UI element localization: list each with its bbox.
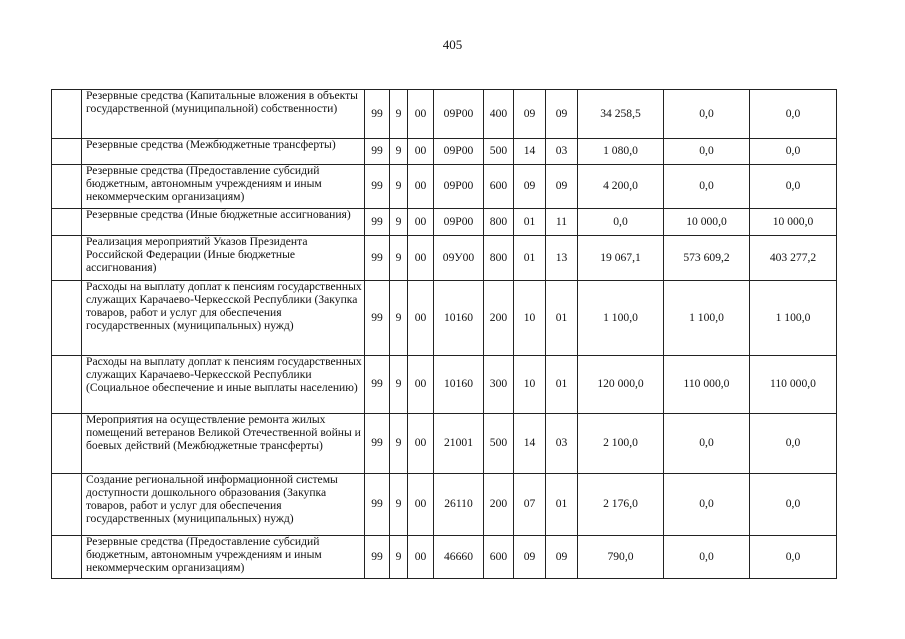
amount-year-3: 403 277,2 bbox=[750, 236, 837, 281]
amount-year-3: 0,0 bbox=[750, 90, 837, 139]
program-code: 99 bbox=[365, 536, 390, 579]
row-number-cell bbox=[52, 165, 82, 209]
row-description: Мероприятия на осуществление ремонта жилых помещений ветеранов Великой Отечественной войны и боевых действий (Межбюджетные трансферты) bbox=[82, 414, 365, 474]
row-description: Создание региональной информационной системы доступности дошкольного образования (Закупка товаров, работ и услуг для обеспечения государственных (муниципальных) нужд) bbox=[82, 474, 365, 536]
program-code: 99 bbox=[365, 356, 390, 414]
row-number-cell bbox=[52, 474, 82, 536]
program-code: 99 bbox=[365, 474, 390, 536]
expense-type-code: 400 bbox=[484, 90, 514, 139]
expense-direction-code: 21001 bbox=[434, 414, 484, 474]
table-row bbox=[52, 356, 837, 414]
subprogram-code: 9 bbox=[390, 236, 408, 281]
table-row bbox=[52, 90, 837, 139]
table-row bbox=[52, 414, 837, 474]
subprogram-code: 9 bbox=[390, 90, 408, 139]
section-code: 01 bbox=[514, 209, 546, 236]
program-code: 99 bbox=[365, 236, 390, 281]
row-number-cell bbox=[52, 236, 82, 281]
amount-year-1: 19 067,1 bbox=[578, 236, 664, 281]
subprogram-code: 9 bbox=[390, 165, 408, 209]
row-description: Реализация мероприятий Указов Президента Российской Федерации (Иные бюджетные ассигнования) bbox=[82, 236, 365, 281]
page-number: 405 bbox=[442, 37, 463, 52]
amount-year-1: 34 258,5 bbox=[578, 90, 664, 139]
expense-direction-code: 09Р00 bbox=[434, 165, 484, 209]
amount-year-2: 0,0 bbox=[664, 536, 750, 579]
row-number-cell bbox=[52, 356, 82, 414]
subsection-code: 13 bbox=[546, 236, 578, 281]
subprogram-code: 9 bbox=[390, 414, 408, 474]
table-row bbox=[52, 536, 837, 579]
subprogram-code: 9 bbox=[390, 139, 408, 165]
subsection-code: 03 bbox=[546, 414, 578, 474]
activity-code: 00 bbox=[408, 139, 434, 165]
amount-year-3: 0,0 bbox=[750, 414, 837, 474]
row-description: Резервные средства (Капитальные вложения в объекты государственной (муниципальной) собственности) bbox=[82, 90, 365, 139]
table-body bbox=[52, 90, 837, 579]
program-code: 99 bbox=[365, 139, 390, 165]
amount-year-1: 4 200,0 bbox=[578, 165, 664, 209]
row-description: Резервные средства (Межбюджетные трансферты) bbox=[82, 139, 365, 165]
amount-year-1: 2 100,0 bbox=[578, 414, 664, 474]
section-code: 09 bbox=[514, 536, 546, 579]
table-row bbox=[52, 281, 837, 356]
subprogram-code: 9 bbox=[390, 209, 408, 236]
expense-type-code: 200 bbox=[484, 474, 514, 536]
row-number-cell bbox=[52, 536, 82, 579]
expense-direction-code: 09Р00 bbox=[434, 90, 484, 139]
row-description: Резервные средства (Предоставление субсидий бюджетным, автономным учреждениям и иным некоммерческим организациям) bbox=[82, 536, 365, 579]
amount-year-2: 0,0 bbox=[664, 139, 750, 165]
activity-code: 00 bbox=[408, 281, 434, 356]
expense-direction-code: 10160 bbox=[434, 281, 484, 356]
amount-year-3: 10 000,0 bbox=[750, 209, 837, 236]
section-code: 09 bbox=[514, 165, 546, 209]
amount-year-2: 573 609,2 bbox=[664, 236, 750, 281]
amount-year-2: 0,0 bbox=[664, 165, 750, 209]
budget-table bbox=[51, 89, 837, 579]
activity-code: 00 bbox=[408, 536, 434, 579]
expense-type-code: 500 bbox=[484, 414, 514, 474]
expense-type-code: 600 bbox=[484, 165, 514, 209]
amount-year-3: 0,0 bbox=[750, 536, 837, 579]
activity-code: 00 bbox=[408, 165, 434, 209]
subsection-code: 09 bbox=[546, 90, 578, 139]
row-number-cell bbox=[52, 414, 82, 474]
amount-year-2: 110 000,0 bbox=[664, 356, 750, 414]
table-row bbox=[52, 236, 837, 281]
section-code: 10 bbox=[514, 281, 546, 356]
section-code: 10 bbox=[514, 356, 546, 414]
expense-direction-code: 09Р00 bbox=[434, 209, 484, 236]
amount-year-2: 0,0 bbox=[664, 474, 750, 536]
amount-year-1: 120 000,0 bbox=[578, 356, 664, 414]
row-description: Расходы на выплату доплат к пенсиям государственных служащих Карачаево-Черкесской Республики (Социальное обеспечение и иные выплаты населению) bbox=[82, 356, 365, 414]
subsection-code: 09 bbox=[546, 165, 578, 209]
activity-code: 00 bbox=[408, 236, 434, 281]
amount-year-2: 1 100,0 bbox=[664, 281, 750, 356]
amount-year-1: 1 100,0 bbox=[578, 281, 664, 356]
amount-year-2: 0,0 bbox=[664, 414, 750, 474]
expense-direction-code: 09Р00 bbox=[434, 139, 484, 165]
expense-type-code: 800 bbox=[484, 236, 514, 281]
section-code: 07 bbox=[514, 474, 546, 536]
amount-year-1: 790,0 bbox=[578, 536, 664, 579]
subprogram-code: 9 bbox=[390, 536, 408, 579]
amount-year-2: 0,0 bbox=[664, 90, 750, 139]
amount-year-1: 1 080,0 bbox=[578, 139, 664, 165]
amount-year-3: 0,0 bbox=[750, 165, 837, 209]
activity-code: 00 bbox=[408, 209, 434, 236]
expense-direction-code: 26110 bbox=[434, 474, 484, 536]
table-row bbox=[52, 165, 837, 209]
amount-year-3: 1 100,0 bbox=[750, 281, 837, 356]
expense-type-code: 600 bbox=[484, 536, 514, 579]
subsection-code: 09 bbox=[546, 536, 578, 579]
table-row bbox=[52, 209, 837, 236]
expense-type-code: 800 bbox=[484, 209, 514, 236]
section-code: 14 bbox=[514, 414, 546, 474]
activity-code: 00 bbox=[408, 474, 434, 536]
amount-year-2: 10 000,0 bbox=[664, 209, 750, 236]
amount-year-1: 0,0 bbox=[578, 209, 664, 236]
expense-direction-code: 10160 bbox=[434, 356, 484, 414]
section-code: 01 bbox=[514, 236, 546, 281]
expense-direction-code: 46660 bbox=[434, 536, 484, 579]
expense-direction-code: 09У00 bbox=[434, 236, 484, 281]
row-description: Резервные средства (Предоставление субсидий бюджетным, автономным учреждениям и иным некоммерческим организациям) bbox=[82, 165, 365, 209]
subprogram-code: 9 bbox=[390, 474, 408, 536]
section-code: 09 bbox=[514, 90, 546, 139]
activity-code: 00 bbox=[408, 356, 434, 414]
row-number-cell bbox=[52, 90, 82, 139]
amount-year-3: 110 000,0 bbox=[750, 356, 837, 414]
amount-year-1: 2 176,0 bbox=[578, 474, 664, 536]
row-number-cell bbox=[52, 139, 82, 165]
row-description: Резервные средства (Иные бюджетные ассигнования) bbox=[82, 209, 365, 236]
amount-year-3: 0,0 bbox=[750, 474, 837, 536]
expense-type-code: 200 bbox=[484, 281, 514, 356]
activity-code: 00 bbox=[408, 414, 434, 474]
program-code: 99 bbox=[365, 209, 390, 236]
amount-year-3: 0,0 bbox=[750, 139, 837, 165]
program-code: 99 bbox=[365, 414, 390, 474]
row-number-cell bbox=[52, 209, 82, 236]
row-number-cell bbox=[52, 281, 82, 356]
subsection-code: 01 bbox=[546, 281, 578, 356]
program-code: 99 bbox=[365, 281, 390, 356]
program-code: 99 bbox=[365, 165, 390, 209]
section-code: 14 bbox=[514, 139, 546, 165]
expense-type-code: 300 bbox=[484, 356, 514, 414]
subsection-code: 01 bbox=[546, 474, 578, 536]
subsection-code: 01 bbox=[546, 356, 578, 414]
row-description: Расходы на выплату доплат к пенсиям государственных служащих Карачаево-Черкесской Республики (Закупка товаров, работ и услуг для обеспечения государственных (муниципальных) нужд) bbox=[82, 281, 365, 356]
program-code: 99 bbox=[365, 90, 390, 139]
expense-type-code: 500 bbox=[484, 139, 514, 165]
subprogram-code: 9 bbox=[390, 356, 408, 414]
activity-code: 00 bbox=[408, 90, 434, 139]
subprogram-code: 9 bbox=[390, 281, 408, 356]
table-row bbox=[52, 139, 837, 165]
subsection-code: 11 bbox=[546, 209, 578, 236]
subsection-code: 03 bbox=[546, 139, 578, 165]
table-row bbox=[52, 474, 837, 536]
